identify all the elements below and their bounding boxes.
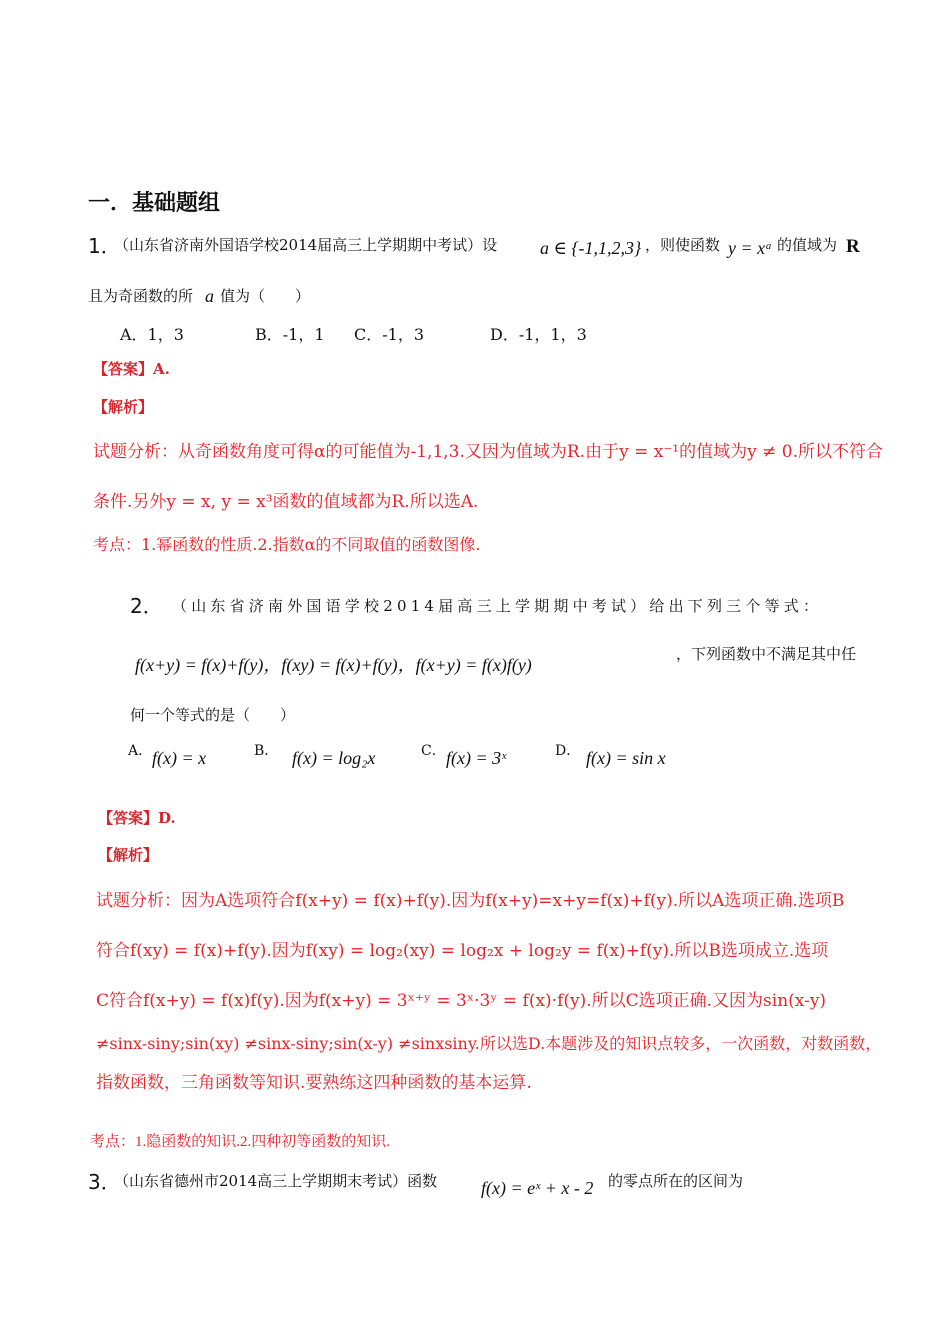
q2-source: （山东省济南外国语学校2014届高三上学期期中考试）给出下列三个等式： (172, 597, 823, 615)
q2-answer: 【答案】D. (98, 809, 176, 827)
q2-line3: 何一个等式的是（ ） (130, 706, 296, 724)
q2-option-b-label: B． (254, 743, 279, 759)
q1-mid-text: ，则使函数 (645, 236, 721, 254)
q2-option-c-expr: f(x) = 3ˣ (446, 748, 507, 768)
q2-option-a-expr: f(x) = x (152, 748, 207, 768)
q2-analysis-line5: 指数函数，三角函数等知识.要熟练这四种函数的基本运算. (96, 1073, 532, 1093)
q3-number: 3． (88, 1170, 121, 1194)
section-title: 一．基础题组 (88, 191, 221, 216)
q3-source: （山东省德州市2014高三上学期期末考试）函数 (114, 1172, 438, 1190)
q1-line2-var: a (205, 286, 214, 306)
q1-line2: 且为奇函数的所 (88, 287, 194, 305)
q1-option-a: A．1，3 (120, 325, 184, 344)
q1-analysis-line1: 试题分析：从奇函数角度可得α的可能值为-1,1,3.又因为值域为R.由于y = x⁻¹的值域为y ≠ 0.所以不符合 (93, 442, 883, 462)
q2-analysis-line2: 符合f(xy) = f(x)+f(y).因为f(xy) = log₂(xy) = log₂x + log₂y = f(x)+f(y).所以B选项成立.选项 (96, 941, 829, 961)
q2-analysis-label: 【解析】 (98, 846, 159, 864)
q3-function-expression: f(x) = eˣ + x - 2 (481, 1178, 594, 1198)
q1-source: （山东省济南外国语学校2014届高三上学期期中考试）设 (114, 236, 498, 254)
q1-option-d: D．-1，1，3 (490, 325, 587, 344)
q2-option-b-expr: f(x) = log₂x (292, 748, 376, 768)
q2-option-d-label: D． (555, 743, 581, 759)
q2-analysis-line1: 试题分析：因为A选项符合f(x+y) = f(x)+f(y).因为f(x+y)=x+y=f(x)+f(y).所以A选项正确.选项B (96, 891, 845, 911)
q2-equations: f(x+y) = f(x)+f(y)，f(xy) = f(x)+f(y)，f(x+y) = f(x)f(y) (135, 655, 532, 675)
q1-tail-text: 的值域为 (777, 236, 838, 254)
q1-function-expression: y = xᵃ (728, 238, 773, 258)
q1-range-symbol: R (846, 236, 860, 257)
q2-option-d-expr: f(x) = sin x (586, 748, 666, 768)
q2-option-c-label: C． (421, 743, 446, 759)
q1-set-expression: a ∈ {-1,1,2,3} (540, 238, 642, 258)
q2-analysis-line3: C符合f(x+y) = f(x)f(y).因为f(x+y) = 3ˣ⁺ʸ = 3ˣ·3ʸ = f(x)·f(y).所以C选项正确.又因为sin(x-y) (96, 991, 827, 1011)
q2-analysis-line4: ≠sinx-siny;sin(xy) ≠sinx-siny;sin(x-y) ≠sinxsiny.所以选D.本题涉及的知识点较多，一次函数，对数函数， (96, 1034, 882, 1053)
q1-kaodian: 考点：1.幂函数的性质.2.指数α的不同取值的函数图像. (93, 535, 481, 554)
q1-option-b: B．-1，1 (255, 325, 325, 344)
q1-analysis-line2: 条件.另外y = x, y = x³函数的值域都为R.所以选A. (93, 492, 479, 512)
q1-line2-tail: 值为（ ） (220, 287, 311, 305)
q2-option-a-label: A． (128, 743, 153, 759)
q1-option-c: C．-1，3 (354, 325, 425, 344)
q2-eq-tail: ，下列函数中不满足其中任 (676, 645, 857, 663)
q2-kaodian: 考点：1.隐函数的知识.2.四种初等函数的知识. (90, 1134, 391, 1150)
q1-number: 1． (88, 234, 121, 258)
q3-tail-text: 的零点所在的区间为 (608, 1172, 744, 1190)
q2-number: 2． (130, 594, 163, 618)
q1-analysis-label: 【解析】 (93, 398, 154, 416)
q1-answer: 【答案】A. (93, 360, 170, 378)
